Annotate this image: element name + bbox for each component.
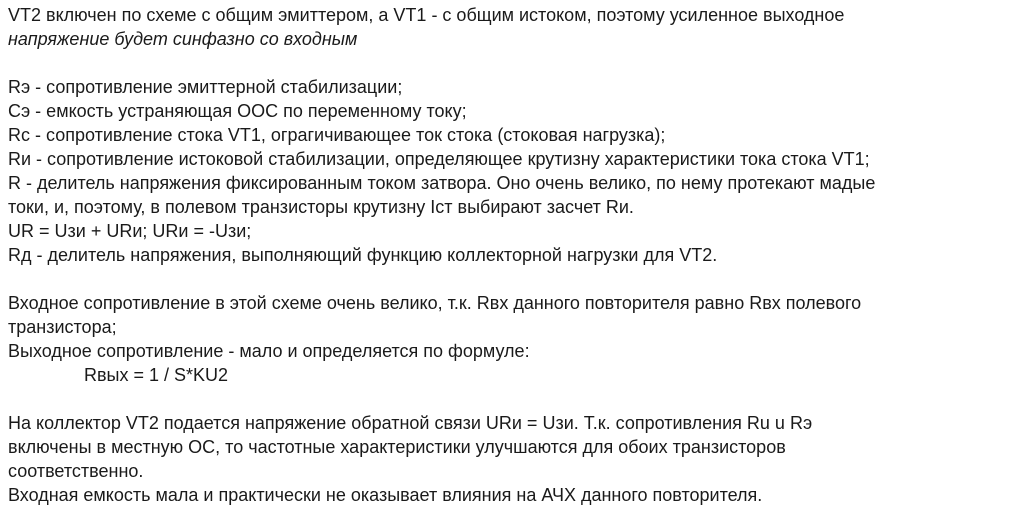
definition-item: Rэ - сопротивление эмиттерной стабилизации; (8, 77, 403, 97)
definition-item: R - делитель напряжения фиксированным током затвора. Оно очень велико, по нему протекают мадые (8, 173, 876, 193)
intro-paragraph (8, 3, 1026, 51)
impedance-paragraph (8, 291, 1026, 387)
definition-item: Rс - сопротивление стока VT1, ограгичивающее ток стока (стоковая нагрузка); (8, 125, 666, 145)
paragraph-gap (8, 387, 1026, 411)
intro-line-1: VT2 включен по схеме с общим эмиттером, а VT1 - с общим истоком, поэтому усиленное выходное (8, 5, 845, 25)
definitions-list (8, 75, 1026, 267)
definition-item: Сэ - емкость устраняющая ООС по переменному току; (8, 101, 467, 121)
intro-line-2: напряжение будет синфазно со входным (8, 29, 358, 49)
output-resistance-formula: Rвых = 1 / S*KU2 (84, 365, 229, 385)
impedance-line-2: транзистора; (8, 317, 117, 337)
feedback-line-3: соответственно. (8, 461, 144, 481)
impedance-line-1: Входное сопротивление в этой схеме очень велико, т.к. Rвх данного повторителя равно Rвх полевого (8, 293, 862, 313)
paragraph-gap (8, 267, 1026, 291)
definition-item: Rд - делитель напряжения, выполняющий функцию коллекторной нагрузки для VT2. (8, 245, 718, 265)
feedback-line-2: включены в местную ОС, то частотные характеристики улучшаются для обоих транзисторов (8, 437, 786, 457)
feedback-line-4: Входная емкость мала и практически не оказывает влияния на АЧХ данного повторителя. (8, 485, 763, 505)
definition-item: UR = Uзи + URи; URи = -Uзи; (8, 221, 252, 241)
document-body (8, 3, 1026, 507)
definition-item: Rи - сопротивление истоковой стабилизации, определяющее крутизну характеристики тока стока VT1; (8, 149, 870, 169)
impedance-line-3: Выходное сопротивление - мало и определяется по формуле: (8, 341, 530, 361)
feedback-line-1: На коллектор VT2 подается напряжение обратной связи URи = Uзи. Т.к. сопротивления Ru u Rэ (8, 413, 813, 433)
feedback-paragraph (8, 411, 1026, 507)
paragraph-gap (8, 51, 1026, 75)
definition-item: токи, и, поэтому, в полевом транзисторы крутизну Iст выбирают засчет Rи. (8, 197, 634, 217)
